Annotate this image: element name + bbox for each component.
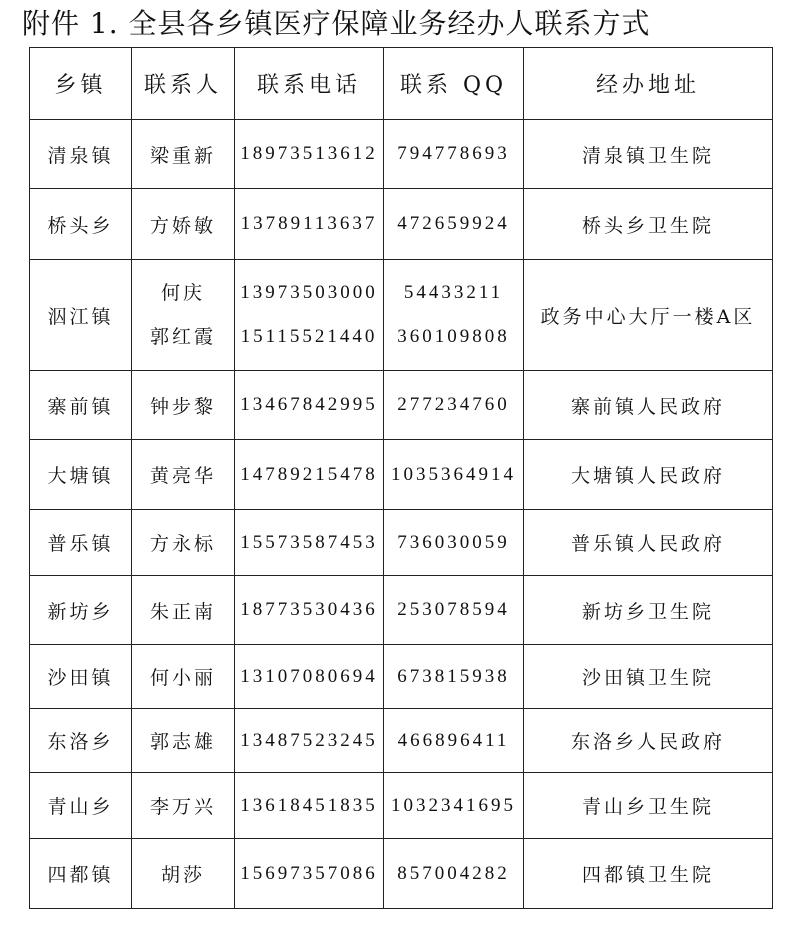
phone-cell: 13487523245 — [235, 709, 384, 773]
address-cell: 普乐镇人民政府 — [524, 510, 773, 576]
town-cell: 大塘镇 — [30, 440, 132, 510]
table-row — [30, 773, 773, 839]
contact-cell: 黄亮华 — [132, 440, 235, 510]
table-row — [30, 371, 773, 440]
phone-number: 13973503000 — [240, 282, 378, 303]
contact-cell: 李万兴 — [132, 773, 235, 839]
qq-cell: 794778693 — [384, 120, 524, 189]
phone-cell: 13618451835 — [235, 773, 384, 839]
table-header-row — [30, 48, 773, 120]
address-cell: 东洛乡人民政府 — [524, 709, 773, 773]
phone-cell: 15573587453 — [235, 510, 384, 576]
town-cell: 清泉镇 — [30, 120, 132, 189]
phone-cell: 13789113637 — [235, 189, 384, 260]
qq-cell: 857004282 — [384, 839, 524, 909]
address-cell: 政务中心大厅一楼A区 — [524, 260, 773, 371]
contact-cell: 郭志雄 — [132, 709, 235, 773]
address-cell: 寨前镇人民政府 — [524, 371, 773, 440]
address-cell: 清泉镇卫生院 — [524, 120, 773, 189]
contact-cell: 钟步黎 — [132, 371, 235, 440]
address-cell: 四都镇卫生院 — [524, 839, 773, 909]
address-cell: 大塘镇人民政府 — [524, 440, 773, 510]
contact-cell: 朱正南 — [132, 576, 235, 645]
page-title: 附件 1. 全县各乡镇医疗保障业务经办人联系方式 — [22, 7, 651, 40]
town-cell: 东洛乡 — [30, 709, 132, 773]
town-cell: 泅江镇 — [30, 260, 132, 371]
town-cell: 四都镇 — [30, 839, 132, 909]
phone-cell: 18773530436 — [235, 576, 384, 645]
town-cell: 沙田镇 — [30, 645, 132, 709]
phone-cell: 14789215478 — [235, 440, 384, 510]
phone-number: 15115521440 — [240, 326, 378, 347]
column-header-address: 经办地址 — [524, 48, 773, 120]
contact-name: 何庆 — [160, 282, 205, 304]
address-cell: 新坊乡卫生院 — [524, 576, 773, 645]
qq-cell: 253078594 — [384, 576, 524, 645]
contact-name: 郭红霞 — [149, 326, 216, 348]
contact-cell: 方永标 — [132, 510, 235, 576]
qq-cell: 673815938 — [384, 645, 524, 709]
phone-cell: 13467842995 — [235, 371, 384, 440]
table-row — [30, 260, 773, 371]
phone-cell — [235, 260, 384, 371]
contact-cell: 何小丽 — [132, 645, 235, 709]
table-row — [30, 189, 773, 260]
town-cell: 青山乡 — [30, 773, 132, 839]
table-row — [30, 510, 773, 576]
qq-cell: 736030059 — [384, 510, 524, 576]
table-row — [30, 645, 773, 709]
contact-cell: 胡莎 — [132, 839, 235, 909]
qq-number: 360109808 — [397, 326, 510, 347]
table-row — [30, 839, 773, 909]
table-row — [30, 576, 773, 645]
qq-cell: 1035364914 — [384, 440, 524, 510]
qq-number: 54433211 — [403, 282, 504, 303]
town-cell: 寨前镇 — [30, 371, 132, 440]
phone-cell: 18973513612 — [235, 120, 384, 189]
town-cell: 普乐镇 — [30, 510, 132, 576]
qq-cell: 1032341695 — [384, 773, 524, 839]
phone-cell: 13107080694 — [235, 645, 384, 709]
qq-cell: 466896411 — [384, 709, 524, 773]
contacts-table — [29, 47, 773, 909]
column-header-contact: 联系人 — [132, 48, 235, 120]
qq-cell — [384, 260, 524, 371]
phone-cell: 15697357086 — [235, 839, 384, 909]
column-header-town: 乡镇 — [30, 48, 132, 120]
contact-cell: 梁重新 — [132, 120, 235, 189]
address-cell: 青山乡卫生院 — [524, 773, 773, 839]
qq-cell: 472659924 — [384, 189, 524, 260]
table-row — [30, 709, 773, 773]
town-cell: 桥头乡 — [30, 189, 132, 260]
address-cell: 桥头乡卫生院 — [524, 189, 773, 260]
town-cell: 新坊乡 — [30, 576, 132, 645]
column-header-phone: 联系电话 — [235, 48, 384, 120]
address-cell: 沙田镇卫生院 — [524, 645, 773, 709]
table-row — [30, 120, 773, 189]
table-row — [30, 440, 773, 510]
qq-cell: 277234760 — [384, 371, 524, 440]
column-header-qq: 联系 QQ — [384, 48, 524, 120]
contact-cell: 方娇敏 — [132, 189, 235, 260]
contact-cell — [132, 260, 235, 371]
